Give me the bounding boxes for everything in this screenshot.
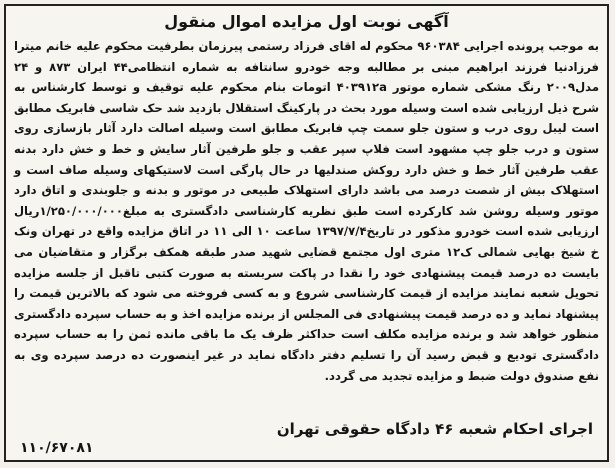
issuer-signature: اجرای احکام شعبه ۴۶ دادگاه حقوقی تهران (276, 420, 593, 438)
notice-body: به موجب پرونده اجرایی ۹۶۰۳۸۴ محکوم له اقای فرزاد رستمی پیرزمان بطرفیت محکوم علیه خانم میترا فرزادنیا فرزند ابراهیم مبنی بر مطالبه وجه خودرو سانتافه به شماره انتظامی۴۴ ایران ۸۷۳ و ۲۴ مدل۲۰۰۹ رنگ مشکی شماره موتور ۴۰۳۹۱۲a اتومات بنام محکوم علیه توقیف و توسط کارشناس به شرح ذیل ارزیابی شده است وسیله مورد بحث در پارکینگ استقلال بازدید شد حک شاسی فابریک مطابق است لیبل روی درب و ستون جلو سمت چپ فابریک مطابق است وسیله اصالت دارد آثار بازسازی روی ستون و درب جلو چپ مشهود است فلاپ سپر عقب و جلو طرفین آثار سایش و خط و خش دارد بدنه عقب طرفین آثار خط و خش دارد روکش صندلیها در حال پارگی است لاستیکهای وسیله صاف است و استهلاک بیش از شصت درصد می باشد دارای استهلاک طبیعی در موتور و بدنه و جلوبندی و اتاق دارد موتور وسیله روشن شد کارکرده است طبق نظریه کارشناسی دادگستری به مبلغ۱/۲۵۰/۰۰۰/۰۰۰ریال ارزیابی شده است خودرو مذکور در تاریخ۱۳۹۷/۷/۴ ساعت ۱۰ الی ۱۱ در اتاق مزایده واقع در تهران ونک خ شیخ بهایی شمالی ک۱۲ متری اول مجتمع قضایی شهید صدر طبقه همکف برگزار و متقاضیان می بایست ده درصد قیمت پیشنهادی خود را نقدا در پاکت سربسته به صورت کتبی تاقبل از جلسه مزایده تحویل شعبه نمایند مزایده از قیمت کارشناسی شروع و به کسی فروخته می شود که بالاترین قیمت را پیشنهاد نماید و ده درصد قیمت پیشنهادی فی المجلس از برنده مزایده اخذ و به حساب سپرده دادگستری منظور خواهد شد و برنده مزایده مکلف است حداکثر ظرف یک ما باقی مانده ثمن را به حساب سپرده دادگستری تودیع و قبض رسید آن را تسلیم دفتر دادگاه نماید در غیر اینصورت ده درصد سپرده وی به نفع صندوق دولت ضبط و مزایده تجدید می گردد. (14, 39, 600, 383)
auction-notice (4, 4, 609, 462)
notice-title: آگهی نوبت اول مزایده اموال منقول (164, 12, 449, 31)
notice-code: ۱۱۰/۶۷۰۸۱ (20, 440, 94, 456)
